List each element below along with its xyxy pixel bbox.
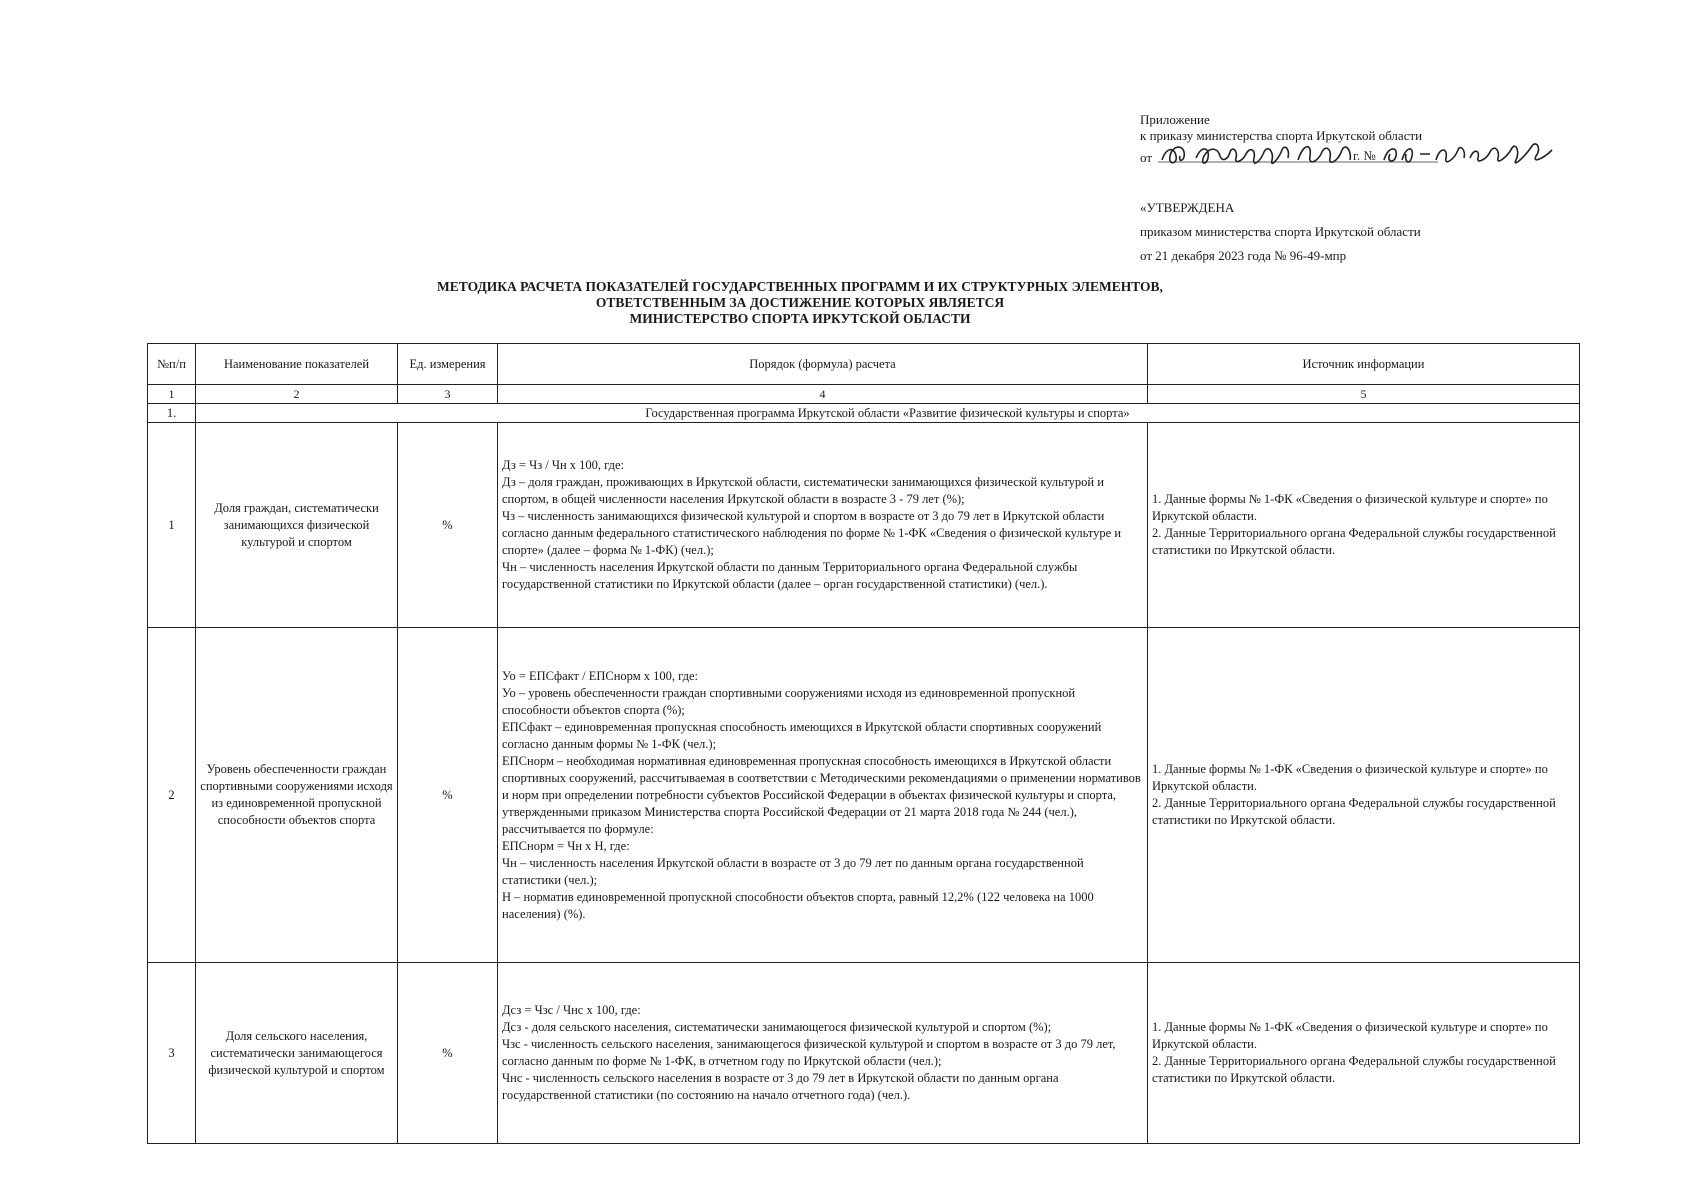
indicator-formula [498,963,1148,1144]
formula-line: Чн – численность населения Иркутской области в возрасте от 3 до 79 лет по данным органа государственной статистики (чел.); [502,855,1084,887]
column-number: 1 [148,385,196,404]
indicator-formula [498,628,1148,963]
table-header-row [148,344,1580,385]
indicator-source [1148,628,1580,963]
title-line-2: ОТВЕТСТВЕННЫМ ЗА ДОСТИЖЕНИЕ КОТОРЫХ ЯВЛЯЕТСЯ [595,295,1005,310]
formula-line: Чз – численность занимающихся физической культурой и спортом в возрасте от 3 до 79 лет в Иркутской области согласно данным федерального статистического наблюдения по форме № 1-ФК «Сведения о физической культуре и спорте» (далее – форма № 1-ФК) (чел.); [502,509,1122,557]
table-row [148,628,1580,963]
column-number: 3 [398,385,498,404]
appendix-label: Приложение [1140,112,1210,127]
approved-date: от 21 декабря 2023 года № 96-49-мпр [1140,248,1347,263]
indicators-table [147,343,1580,1144]
header-cell-num: №п/п [148,344,196,385]
header-cell-unit: Ед. измерения [398,344,498,385]
indicator-name: Доля граждан, систематически занимающихся физической культурой и спортом [196,423,398,628]
table-row [148,423,1580,628]
column-number: 5 [1148,385,1580,404]
title-line-1: МЕТОДИКА РАСЧЕТА ПОКАЗАТЕЛЕЙ ГОСУДАРСТВЕННЫХ ПРОГРАММ И ИХ СТРУКТУРНЫХ ЭЛЕМЕНТОВ, [437,279,1163,294]
formula-line: Н – норматив единовременной пропускной способности объектов спорта, равный 12,2% (122 человека на 1000 населения) (%). [502,889,1094,921]
header-cell-name: Наименование показателей [196,344,398,385]
approved-by: приказом министерства спорта Иркутской области [1140,224,1421,239]
formula-line: ЕПСнорм – необходимая нормативная единовременная пропускная способность имеющихся в Иркутской области спортивных сооружений, рассчитываемая в соответствии с Методическими рекомендациями о применении нормативов и норм при определении потребности субъектов Российской Федерации в объектах физической культуры и спорта, утвержденными приказом Министерства спорта Российской Федерации от 21 марта 2018 года № 244 (чел.), рассчитывается по формуле: [502,753,1141,836]
document-title [300,279,1300,327]
svg-text:г. №: г. № [1353,148,1376,163]
program-title: Государственная программа Иркутской области «Развитие физической культуры и спорта» [196,404,1580,423]
formula-line: Чнс - численность сельского населения в возрасте от 3 до 79 лет в Иркутской области по данным органа государственной статистики (по состоянию на начало отчетного года) (чел.). [502,1071,1059,1102]
indicator-name: Уровень обеспеченности граждан спортивными сооружениями исходя из единовременной пропускной способности объектов спорта [196,628,398,963]
row-number: 2 [148,628,196,963]
formula-line: Дсз = Чзс / Чнс х 100, где: [502,1003,641,1017]
indicator-unit: % [398,963,498,1144]
order-signature-row [1140,144,1640,170]
row-number: 1 [148,423,196,628]
formula-line: ЕПСфакт – единовременная пропускная способность имеющихся в Иркутской области спортивных сооружений согласно данным формы № 1-ФК (чел.); [502,719,1102,751]
source-line: 2. Данные Территориального органа Федеральной службы государственной статистики по Иркутской области. [1152,796,1556,827]
column-number: 2 [196,385,398,404]
formula-line: Чзс - численность сельского населения, занимающегося физической культурой и спортом в возрасте от 3 до 79 лет, согласно данным по форме № 1-ФК, в отчетном году по Иркутской области (чел.); [502,1037,1116,1068]
program-number: 1. [148,404,196,423]
source-line: 1. Данные формы № 1-ФК «Сведения о физической культуре и спорте» по Иркутской области. [1152,762,1548,793]
sign-prefix: от [1140,150,1153,165]
indicator-unit: % [398,423,498,628]
formula-line: Дсз - доля сельского населения, систематически занимающегося физической культурой и спортом (%); [502,1020,1052,1034]
title-line-3: МИНИСТЕРСТВО СПОРТА ИРКУТСКОЙ ОБЛАСТИ [629,311,971,326]
source-line: 1. Данные формы № 1-ФК «Сведения о физической культуре и спорте» по Иркутской области. [1152,492,1548,523]
column-numbers-row [148,385,1580,404]
table-row [148,963,1580,1144]
approval-block [1140,196,1421,268]
header-cell-formula: Порядок (формула) расчета [498,344,1148,385]
indicator-unit: % [398,628,498,963]
formula-line: Чн – численность населения Иркутской области по данным Территориального органа Федеральной службы государственной статистики по Иркутской области (далее – орган государственной статистики) (чел.). [502,560,1078,591]
column-number: 4 [498,385,1148,404]
source-line: 2. Данные Территориального органа Федеральной службы государственной статистики по Иркутской области. [1152,526,1556,557]
row-number: 3 [148,963,196,1144]
appendix-header [1140,112,1640,170]
appendix-order: к приказу министерства спорта Иркутской области [1140,128,1423,143]
formula-line: Уо = ЕПСфакт / ЕПСнорм х 100, где: [502,668,699,683]
handwritten-date-signature [1148,138,1568,172]
indicator-source [1148,963,1580,1144]
formula-line: Дз – доля граждан, проживающих в Иркутской области, систематически занимающихся физической культурой и спортом, в общей численности населения Иркутской области в возрасте 3 - 79 лет (%); [502,475,1104,506]
indicator-name: Доля сельского населения, систематически занимающегося физической культурой и спортом [196,963,398,1144]
program-row [148,404,1580,423]
formula-line: Дз = Чз / Чн х 100, где: [502,458,625,472]
source-line: 1. Данные формы № 1-ФК «Сведения о физической культуре и спорте» по Иркутской области. [1152,1020,1548,1051]
indicator-formula [498,423,1148,628]
formula-line: Уо – уровень обеспеченности граждан спортивными сооружениями исходя из единовременной пропускной способности объектов спорта (%); [502,685,1076,717]
header-cell-source: Источник информации [1148,344,1580,385]
indicator-source [1148,423,1580,628]
formula-line: ЕПСнорм = Чн х Н, где: [502,838,630,853]
source-line: 2. Данные Территориального органа Федеральной службы государственной статистики по Иркутской области. [1152,1054,1556,1085]
approved-label: «УТВЕРЖДЕНА [1140,200,1235,215]
